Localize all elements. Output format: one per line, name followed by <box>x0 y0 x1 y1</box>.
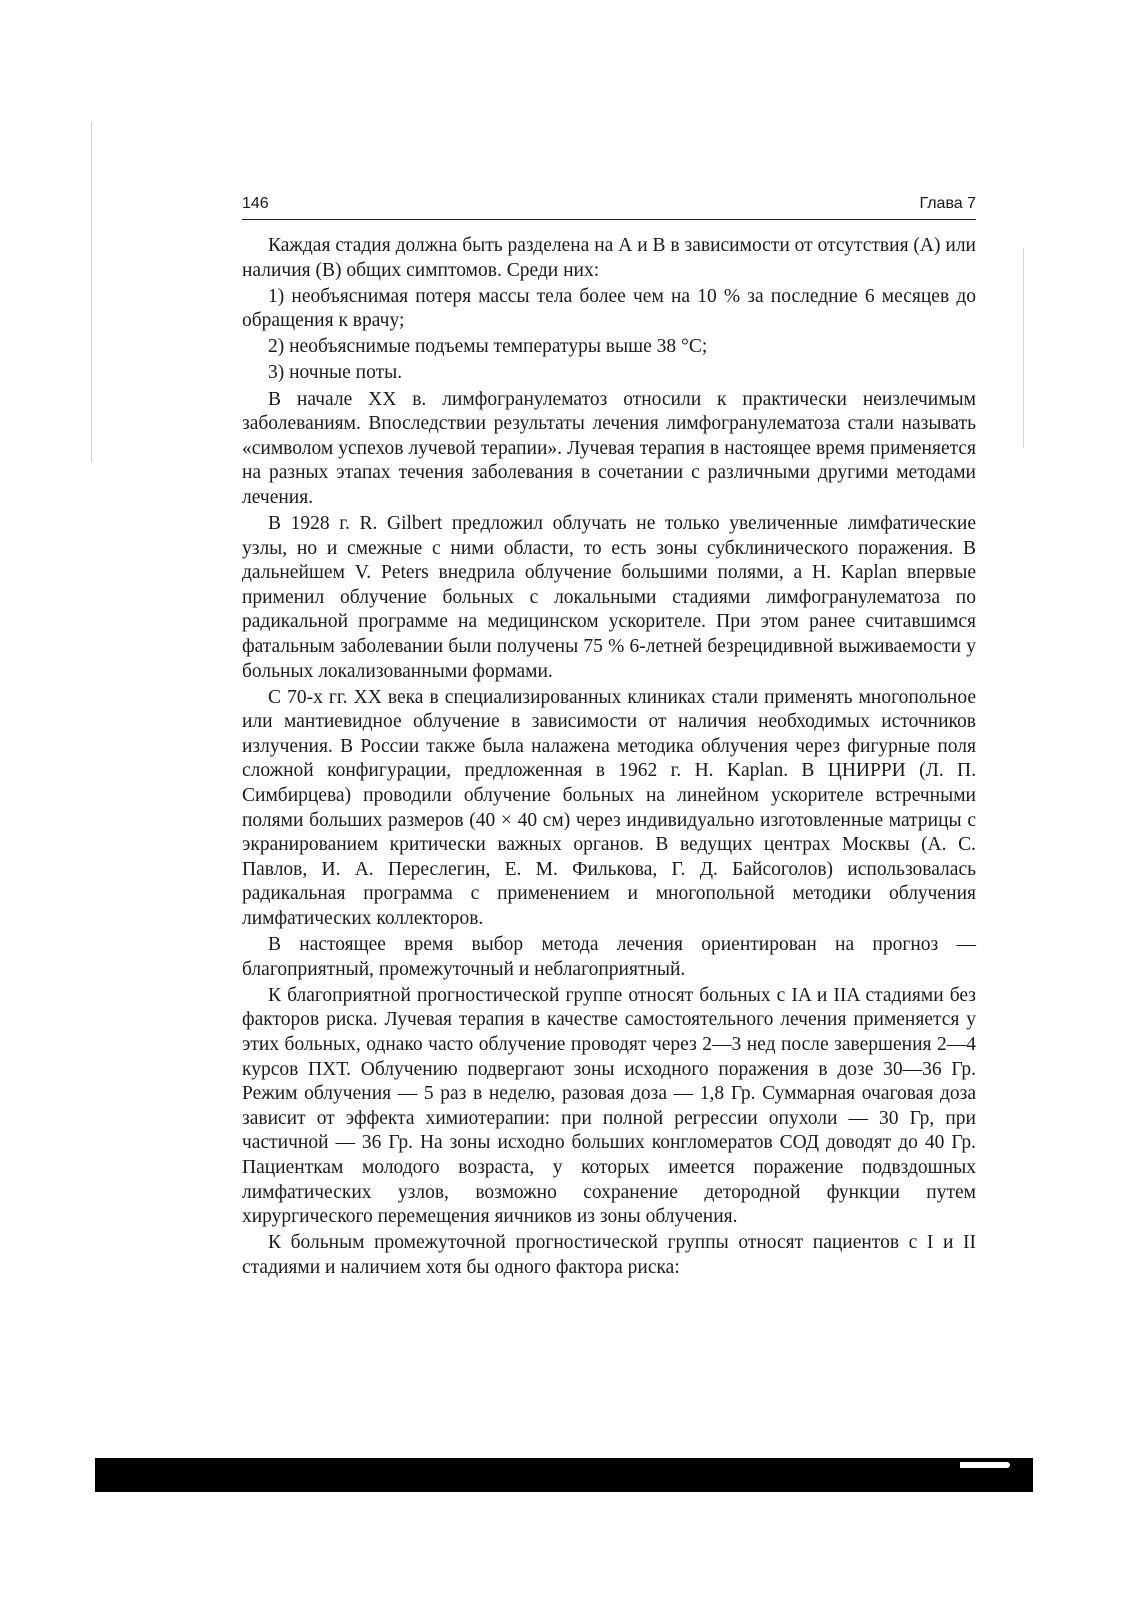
list-item: 2) необъяснимые подъемы температуры выше 38 °С; <box>268 336 708 358</box>
scan-edge-line <box>91 122 92 462</box>
running-header <box>242 195 976 220</box>
paragraph: В 1928 г. R. Gilbert предложил облучать не только увеличенные лимфатические узлы, но и смежные с ними области, то есть зоны субклинического поражения. В дальнейшем V. Peters внедрила облучение большими полями, а Н. Kaplan впервые применил облучение больных с локальными стадиями лимфогранулематоза по радикальной программе на медицинском ускорителе. При этом ранее считавшимся фатальным заболевании были получены 75 % 6-летней безрецидивной выживаемости у больных локализованными формами. <box>242 513 976 682</box>
scan-bottom-bar <box>95 1458 1033 1492</box>
paragraph: В начале XX в. лимфогранулематоз относили к практически неизлечимым заболеваниям. Впоследствии результаты лечения лимфогранулематоза стали называть «символом успехов лучевой терапии». Лучевая терапия в настоящее время применяется на разных этапах течения заболевания в сочетании с различными другими методами лечения. <box>242 388 976 508</box>
paragraph: С 70-х гг. XX века в специализированных клиниках стали применять многопольное или мантиевидное облучение в зависимости от наличия необходимых источников излучения. В России также была налажена методика облучения через фигурные поля сложной конфигурации, предложенная в 1962 г. Н. Kaplan. В ЦНИРРИ (Л. П. Симбирцева) проводили облучение больных на линейном ускорителе встречными полями больших размеров (40 × 40 см) через индивидуально изготовленные матрицы с экранированием критически важных органов. В ведущих центрах Москвы (А. С. Павлов, И. А. Переслегин, Е. М. Филькова, Г. Д. Байсоголов) использовалась радикальная программа с применением и многопольной методики облучения лимфатических коллекторов. <box>242 686 976 930</box>
list-item: 3) ночные поты. <box>268 362 403 384</box>
scan-bar-notch <box>960 1462 1010 1468</box>
list-item: 1) необъяснимая потеря массы тела более чем на 10 % за последние 6 месяцев до обращения к врачу; <box>242 285 976 332</box>
chapter-title: Глава 7 <box>919 195 976 212</box>
page-number: 146 <box>242 195 269 212</box>
paragraph: Каждая стадия должна быть разделена на А и В в зависимости от отсутствия (А) или наличия (В) общих симптомов. Среди них: <box>242 235 976 281</box>
scan-edge-line <box>1023 248 1024 448</box>
page-body <box>242 234 976 1282</box>
paragraph: К больным промежуточной прогностической группы относят пациентов с I и II стадиями и наличием хотя бы одного фактора риска: <box>242 1232 976 1278</box>
paragraph: В настоящее время выбор метода лечения ориентирован на прогноз — благоприятный, промежуточный и неблагоприятный. <box>242 934 976 980</box>
paragraph: К благоприятной прогностической группе относят больных с IA и IIA стадиями без факторов риска. Лучевая терапия в качестве самостоятельного лечения применяется у этих больных, однако часто облучение проводят через 2—3 нед после завершения 2—4 курсов ПХТ. Облучению подвергают зоны исходного поражения в дозе 30—36 Гр. Режим облучения — 5 раз в неделю, разовая доза — 1,8 Гр. Суммарная очаговая доза зависит от эффекта химиотерапии: при полной регрессии опухоли — 30 Гр, при частичной — 36 Гр. На зоны исходно больших конгломератов СОД доводят до 40 Гр. Пациенткам молодого возраста, у которых имеется поражение подвздошных лимфатических узлов, возможно сохранение детородной функции путем хирургического перемещения яичников из зоны облучения. <box>242 984 976 1228</box>
